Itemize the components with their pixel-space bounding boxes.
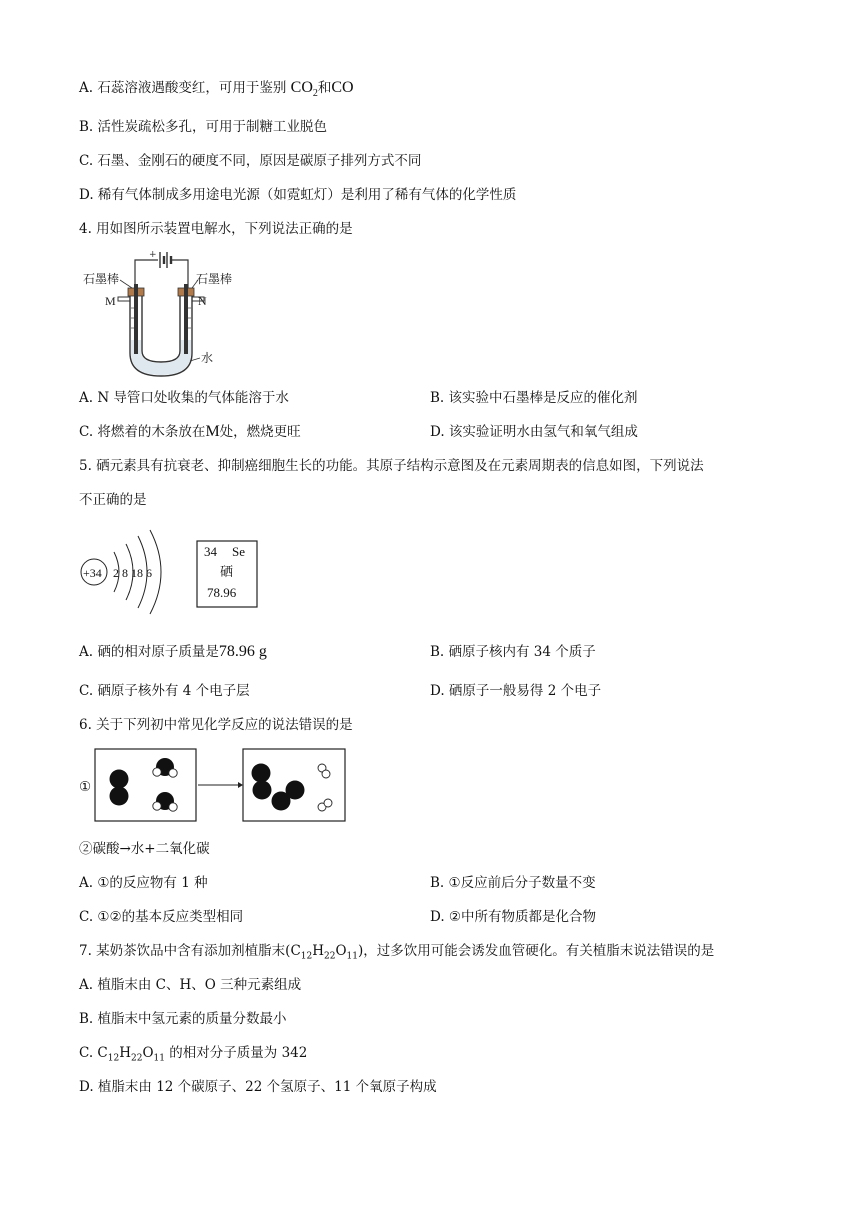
q6-option-d: D. ②中所有物质都是化合物 — [430, 909, 597, 925]
reaction-molecule-diagram — [94, 748, 348, 824]
q7-stem: 7. 某奶茶饮品中含有添加剂植脂末$(C_{12}H_{22}O_{11})$，过多饮用可能会诱发血管硬化。有关植脂末说法错误的是 — [79, 943, 715, 962]
q3-option-a-text: A. 石蕊溶液遇酸变红，可用于鉴别 — [79, 80, 287, 96]
q3-option-b: B. 活性炭疏松多孔，可用于制糖工业脱色 — [79, 119, 328, 135]
selenium-atom-structure-diagram — [78, 528, 188, 618]
q4-option-a: A. N 导管口处收集的气体能溶于水 — [79, 390, 289, 406]
q3-option-c: C. 石墨、金刚石的硬度不同，原因是碳原子排列方式不同 — [79, 153, 422, 169]
q5-option-d: D. 硒原子一般易得 2 个电子 — [430, 683, 602, 699]
q4-stem: 4. 用如图所示装置电解水，下列说法正确的是 — [79, 221, 353, 237]
electrolysis-apparatus-figure — [80, 248, 250, 378]
tube-m-label: M — [105, 294, 116, 308]
q6-option-b: B. ①反应前后分子数量不变 — [430, 875, 596, 891]
q7-option-c: C. $C_{12}H_{22}O_{11}$ 的相对分子质量为 342 — [79, 1045, 308, 1064]
q3-option-d: D. 稀有气体制成多用途电光源（如霓虹灯）是利用了稀有气体的化学性质 — [79, 187, 517, 203]
q4-option-d: D. 该实验证明水由氢气和氧气组成 — [430, 424, 638, 440]
q4-option-b: B. 该实验中石墨棒是反应的催化剂 — [430, 390, 638, 406]
element-name: 硒 — [220, 565, 234, 580]
q7-option-d: D. 植脂末由 12 个碳原子、22 个氢原子、11 个氧原子构成 — [79, 1079, 437, 1095]
q4-option-c-m: M — [205, 423, 220, 440]
element-atomic-number: 34 — [204, 544, 217, 559]
q5-option-b: B. 硒原子核内有 34 个质子 — [430, 644, 596, 660]
q6-stem: 6. 关于下列初中常见化学反应的说法错误的是 — [79, 717, 353, 733]
q7-option-a: A. 植脂末由 C、H、O 三种元素组成 — [79, 977, 302, 993]
q5-option-a-value: 78.96 g — [218, 643, 267, 660]
co-formula: CO — [331, 79, 354, 96]
atom-shell-electrons: 2 8 18 6 — [113, 566, 152, 580]
q6-label-1: ① — [79, 779, 92, 795]
element-symbol: Se — [232, 544, 245, 559]
q3-option-a — [79, 79, 354, 103]
q5-stem-line1: 5. 硒元素具有抗衰老、抑制癌细胞生长的功能。其原子结构示意图及在元素周期表的信息如图，下列说法 — [79, 458, 704, 474]
q5-stem-line2: 不正确的是 — [79, 492, 147, 508]
q5-option-c: C. 硒原子核外有 4 个电子层 — [79, 683, 250, 699]
battery-plus-sign: + — [149, 250, 157, 260]
element-atomic-mass: 78.96 — [207, 585, 237, 600]
atom-nucleus-charge: +34 — [83, 566, 102, 580]
q6-option-c: C. ①②的基本反应类型相同 — [79, 909, 244, 925]
q6-option-a: A. ①的反应物有 1 种 — [79, 875, 208, 891]
water-label: 水 — [201, 351, 214, 365]
right-electrode-label: 石墨棒 — [196, 272, 233, 286]
q5-option-a: A. 硒的相对原子质量是78.96 g — [79, 643, 267, 660]
selenium-periodic-table-cell — [196, 540, 258, 608]
q4-option-c: C. 将燃着的木条放在M处，燃烧更旺 — [79, 423, 301, 440]
q7-option-b: B. 植脂末中氢元素的质量分数最小 — [79, 1011, 287, 1027]
q3-option-a-and: 和 — [317, 80, 332, 96]
q6-reaction-2: ②碳酸→水+二氧化碳 — [79, 841, 210, 857]
tube-n-label: N — [198, 294, 207, 308]
left-electrode-label: 石墨棒 — [83, 272, 120, 286]
co2-formula: $CO_2$ — [290, 79, 318, 100]
